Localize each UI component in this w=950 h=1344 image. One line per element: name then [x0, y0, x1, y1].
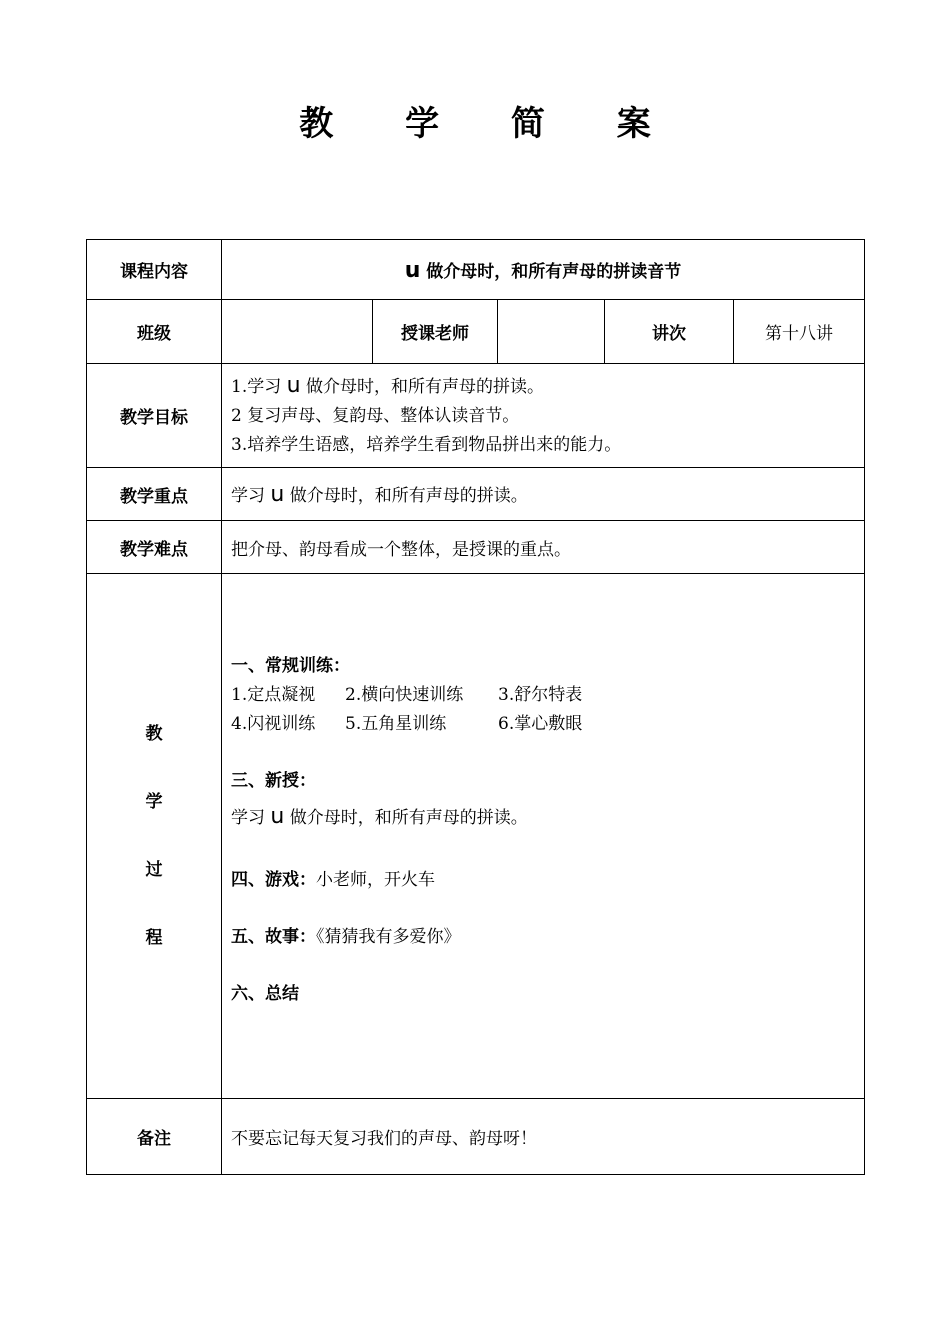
process-content [222, 574, 865, 1099]
difficulty-label: 教学难点 [87, 521, 222, 574]
focus-u: u [270, 482, 285, 507]
class-label: 班级 [87, 300, 222, 364]
session-value: 第十八讲 [734, 300, 865, 364]
row-difficulty [87, 521, 865, 574]
course-content [222, 240, 865, 300]
row-focus [87, 468, 865, 521]
lesson-plan-table [86, 239, 865, 1175]
process-label [87, 574, 222, 1099]
process-label-char-1: 教 [145, 724, 163, 744]
training-item: 3.舒尔特表 [498, 685, 583, 705]
goals-label: 教学目标 [87, 364, 222, 468]
course-u: u [404, 257, 421, 283]
section-5 [231, 923, 864, 952]
section-5-title: 五、故事： [231, 927, 316, 947]
section-3-title: 三、新授： [231, 771, 316, 791]
section-3-u: u [270, 804, 285, 829]
focus-prefix: 学习 [231, 486, 265, 506]
focus-suffix: 做介母时，和所有声母的拼读。 [289, 486, 528, 506]
process-label-char-4: 程 [145, 928, 163, 948]
notes-label: 备注 [87, 1099, 222, 1175]
section-3-prefix: 学习 [231, 808, 265, 828]
process-label-char-2: 学 [145, 792, 163, 812]
section-1-title: 一、常规训练： [231, 656, 350, 676]
section-1-items-row-2 [231, 710, 864, 739]
row-process [87, 574, 865, 1099]
training-item: 1.定点凝视 [231, 685, 316, 705]
goal-1-prefix: 1.学习 [231, 377, 282, 397]
process-label-char-3: 过 [145, 860, 163, 880]
training-item: 5.五角星训练 [345, 714, 447, 734]
training-item: 4.闪视训练 [231, 714, 316, 734]
goals-content [222, 364, 865, 468]
training-item: 2.横向快速训练 [345, 685, 464, 705]
section-4 [231, 866, 864, 895]
focus-content [222, 468, 865, 521]
focus-label: 教学重点 [87, 468, 222, 521]
page-title: 教 学 简 案 [299, 104, 681, 144]
goal-line-3: 3.培养学生语感，培养学生看到物品拼出来的能力。 [231, 435, 622, 455]
goal-1-u: u [286, 373, 301, 398]
goal-line-2: 2 复习声母、复韵母、整体认读音节。 [231, 406, 520, 426]
teacher-value [498, 300, 605, 364]
training-item: 6.掌心敷眼 [498, 714, 583, 734]
session-label: 讲次 [605, 300, 734, 364]
goal-1-suffix: 做介母时，和所有声母的拼读。 [306, 377, 544, 397]
section-4-title: 四、游戏： [231, 870, 316, 890]
section-1-items-row-1 [231, 681, 864, 710]
section-3-content [231, 802, 864, 833]
section-6-title: 六、总结 [231, 984, 299, 1004]
teacher-label: 授课老师 [373, 300, 498, 364]
goal-line-1 [231, 371, 864, 402]
section-5-text: 《猜猜我有多爱你》 [316, 927, 461, 947]
class-value [222, 300, 373, 364]
notes-content: 不要忘记每天复习我们的声母、韵母呀！ [222, 1099, 865, 1175]
course-text: 做介母时，和所有声母的拼读音节 [426, 261, 682, 282]
row-notes [87, 1099, 865, 1175]
row-class-info [87, 300, 865, 364]
row-goals [87, 364, 865, 468]
difficulty-content: 把介母、韵母看成一个整体，是授课的重点。 [222, 521, 865, 574]
row-course [87, 240, 865, 300]
section-4-text: 小老师，开火车 [316, 870, 435, 890]
section-3-suffix: 做介母时，和所有声母的拼读。 [289, 808, 528, 828]
course-label: 课程内容 [87, 240, 222, 300]
